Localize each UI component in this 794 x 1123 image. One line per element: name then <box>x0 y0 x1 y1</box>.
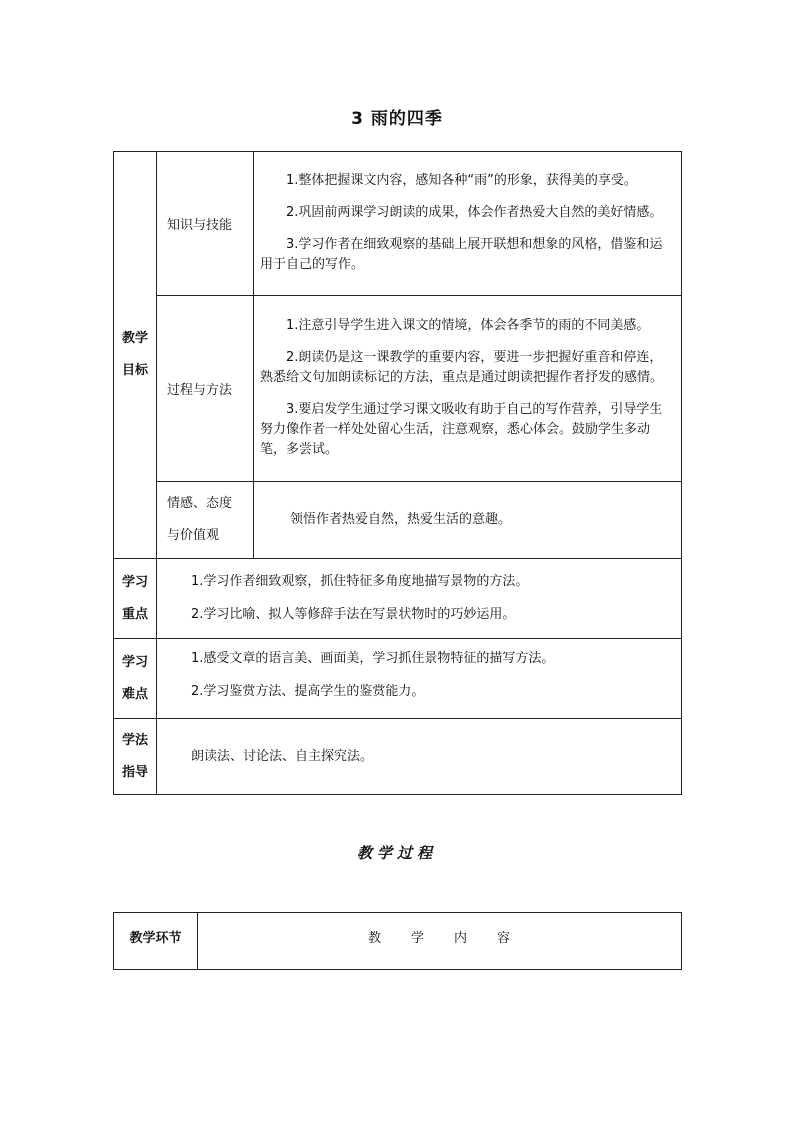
label-emotion-attitude-values: 情感、态度 与价值观 <box>157 482 254 559</box>
section-title-teaching-process: 教学过程 <box>356 844 437 862</box>
label-key-points: 学习 重点 <box>114 559 157 639</box>
header-teaching-stage: 教学环节 <box>114 913 198 970</box>
teaching-objectives-table <box>113 151 682 795</box>
key-points-content: 1.学习作者细致观察，抓住特征多角度地描写景物的方法。 2.学习比喻、拟人等修辞手法在写景状物时的巧妙运用。 <box>157 559 682 639</box>
label-difficulties: 学习 难点 <box>114 639 157 719</box>
study-methods-content: 朗读法、讨论法、自主探究法。 <box>157 719 682 795</box>
label-process-methods: 过程与方法 <box>157 296 254 482</box>
document-title: 3 雨的四季 <box>351 109 443 129</box>
knowledge-skills-content: 1.整体把握课文内容，感知各种“雨”的形象，获得美的享受。 2.巩固前两课学习朗读的成果，体会作者热爱大自然的美好情感。 3.学习作者在细致观察的基础上展开联想和想象的风格，借鉴和运用于自己的写作。 <box>254 152 682 296</box>
header-teaching-content: 教学内容 <box>198 913 682 970</box>
label-teaching-goals: 教学 目标 <box>114 152 157 559</box>
label-study-methods: 学法 指导 <box>114 719 157 795</box>
process-methods-content: 1.注意引导学生进入课文的情境，体会各季节的雨的不同美感。 2.朗读仍是这一课教学的重要内容，要进一步把握好重音和停连，熟悉给文句加朗读标记的方法，重点是通过朗读把握作者抒发的感情。 3.要启发学生通过学习课文吸收有助于自己的写作营养，引导学生努力像作者一样处处留心生活，注意观察，悉心体会。鼓励学生多动笔，多尝试。 <box>254 296 682 482</box>
emotion-attitude-values-content: 领悟作者热爱自然，热爱生活的意趣。 <box>254 482 682 559</box>
label-knowledge-skills: 知识与技能 <box>157 152 254 296</box>
difficulties-content: 1.感受文章的语言美、画面美，学习抓住景物特征的描写方法。 2.学习鉴赏方法、提高学生的鉴赏能力。 <box>157 639 682 719</box>
teaching-process-table <box>113 912 682 970</box>
